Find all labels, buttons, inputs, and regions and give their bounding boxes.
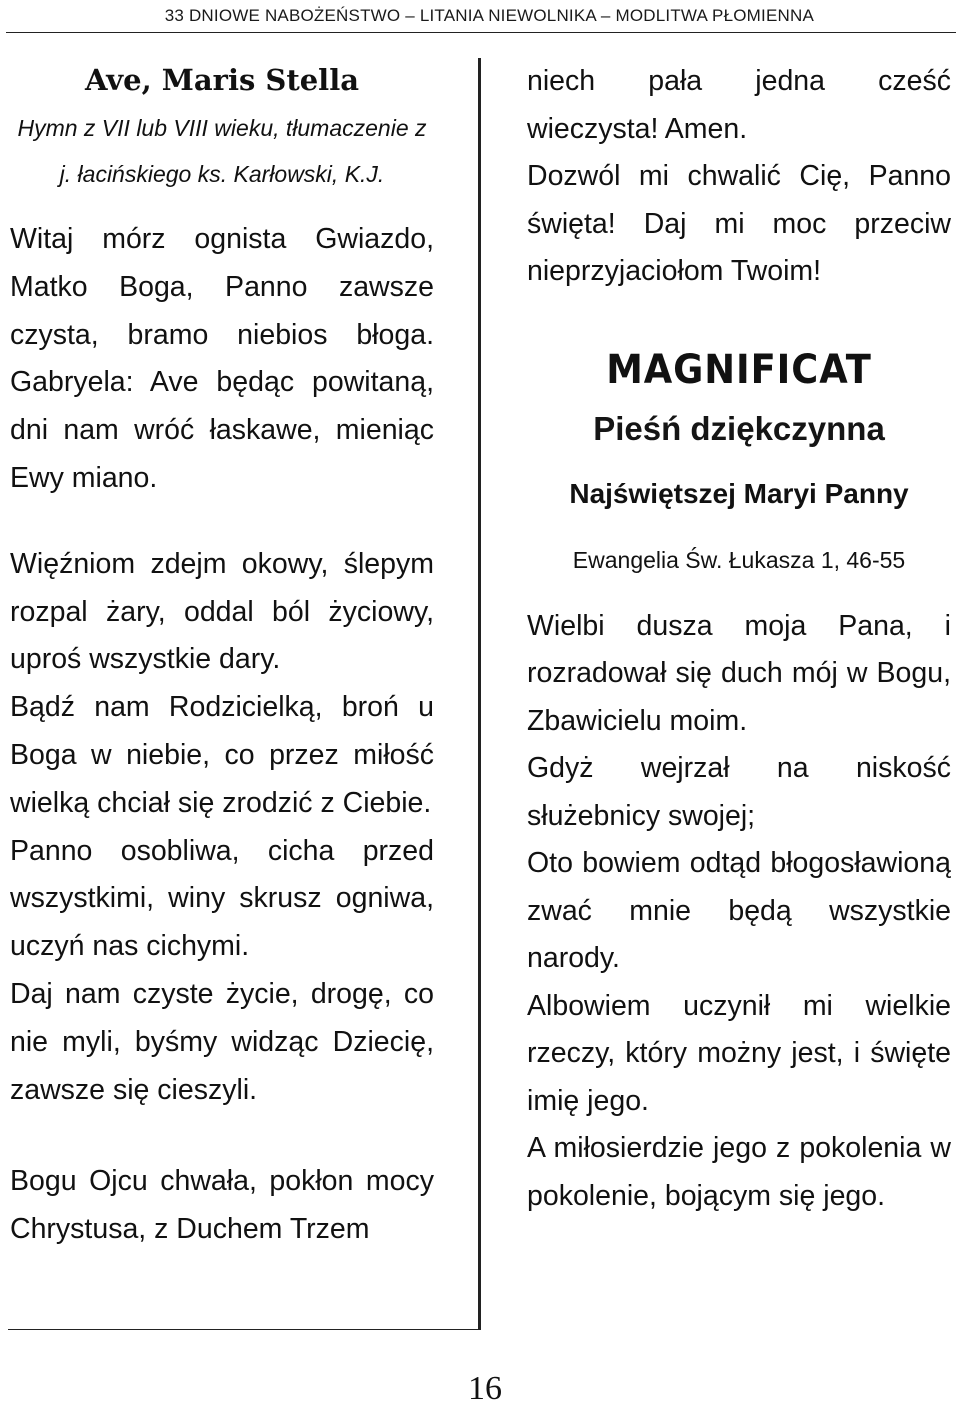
stanza-3: Bądź nam Rodzicielką, broń u Boga w niebie, co przez miłość wielką chciał się zrodzić z Ciebie. (10, 691, 434, 819)
stanza-5: Daj nam czyste życie, drogę, co nie myli, byśmy widząc Dziecię, zawsze się cieszyli. (10, 977, 434, 1106)
magnificat-verse-1: Wielbi dusza moja Pana, i rozradował się duch mój w Bogu, Zbawicielu moim. (527, 609, 951, 737)
stanza-4: Panno osobliwa, cicha przed wszystkimi, winy skrusz ogniwa, uczyń nas cichymi. (10, 834, 434, 963)
column-divider (478, 58, 481, 1330)
magnificat-verse-2: Gdyż wejrzał na niskość służebnicy swojej; (527, 752, 951, 832)
magnificat-subtitle: Pieśń dziękczynna (593, 409, 885, 447)
header-rule (6, 32, 956, 33)
hymn-subtitle-line-1: Hymn z VII lub VIII wieku, tłumaczenie z (17, 115, 427, 141)
stanza-1: Witaj mórz ognista Gwiazdo, Matko Boga, Panno zawsze czysta, bramo niebios błoga. Gabryela: Ave będąc powitaną, dni nam wróć łaskawe, mieniąc Ewy miano. (10, 223, 434, 494)
magnificat-verse-5: A miłosierdzie jego z pokolenia w pokolenie, bojącym się jego. (527, 1132, 951, 1212)
left-column-bottom-rule (8, 1329, 480, 1330)
running-header: 33 DNIOWE NABOŻEŃSTWO – LITANIA NIEWOLNIKA – MODLITWA PŁOMIENNA (164, 6, 814, 25)
right-column (527, 58, 951, 1220)
page-number: 16 (468, 1370, 502, 1407)
stanza-2: Więźniom zdejm okowy, ślepym rozpal żary, oddal ból życiowy, uproś wszystkie dary. (10, 547, 434, 676)
magnificat-verse-4: Albowiem uczynił mi wielkie rzeczy, który możny jest, i święte imię jego. (527, 989, 951, 1117)
stanza-6: Bogu Ojcu chwała, pokłon mocy Chrystusa, z Duchem Trzem (10, 1165, 434, 1246)
hymn-title: Ave, Maris Stella (84, 63, 360, 97)
magnificat-subtitle-2: Najświętszej Maryi Panny (569, 477, 909, 509)
scripture-source: Ewangelia Św. Łukasza 1, 46-55 (572, 546, 906, 573)
hymn-subtitle-line-2: j. łacińskiego ks. Karłowski, K.J. (59, 161, 385, 187)
left-column (10, 58, 434, 1254)
magnificat-verse-3: Oto bowiem odtąd błogosławioną zwać mnie będą wszystkie narody. (527, 847, 951, 974)
hymn-continuation: niech pała jedna cześć wieczysta! Amen. (527, 65, 951, 145)
magnificat-title: MAGNIFICAT (606, 346, 872, 393)
prayer-text: Dozwól mi chwalić Cię, Panno święta! Daj mi moc przeciw nieprzyjaciołom Twoim! (527, 160, 951, 287)
